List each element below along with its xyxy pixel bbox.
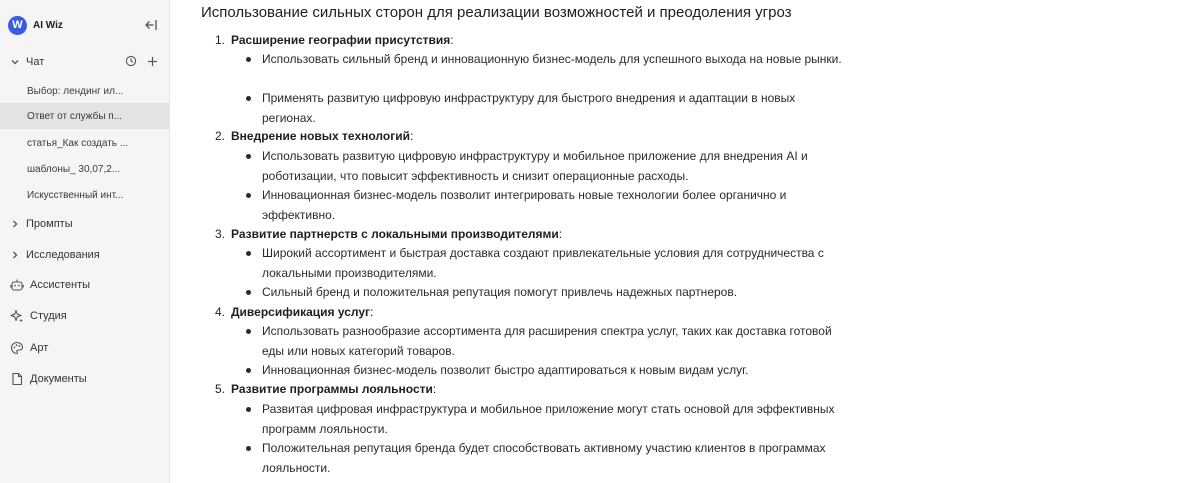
point-heading: Развитие партнерств с локальными производителями bbox=[231, 227, 559, 241]
point-colon: : bbox=[558, 227, 563, 241]
point-heading: Расширение географии присутствия bbox=[231, 33, 451, 47]
point-number: 5. bbox=[215, 382, 226, 396]
chat-list-item-active[interactable]: Ответ от службы п... bbox=[0, 103, 170, 129]
bullet-text: Использовать сильный бренд и инновационную бизнес-модель для успешного выхода на новые рынки. bbox=[262, 52, 842, 66]
point-colon: : bbox=[409, 129, 414, 143]
sidebar-section-prompts[interactable] bbox=[0, 213, 170, 235]
bullet-item bbox=[246, 361, 846, 381]
collapse-sidebar-icon[interactable] bbox=[144, 18, 158, 32]
bullet-dot bbox=[246, 407, 251, 412]
bullet-text: Инновационная бизнес-модель позволит быстро адаптироваться к новым видам услуг. bbox=[262, 363, 749, 377]
bullet-dot bbox=[246, 329, 251, 334]
bullet-item bbox=[246, 50, 846, 70]
bullet-dot bbox=[246, 251, 251, 256]
sidebar-section-label: Исследования bbox=[26, 249, 100, 261]
sidebar-item-label: Ассистенты bbox=[30, 279, 91, 291]
app-name: AI Wiz bbox=[33, 19, 63, 31]
chevron-right-icon bbox=[9, 250, 21, 260]
bullet-text: Положительная репутация бренда будет способствовать активному участию клиентов в программах лояльности. bbox=[262, 441, 826, 475]
bullet-dot bbox=[246, 368, 251, 373]
sidebar-item-studio[interactable] bbox=[0, 305, 170, 327]
bullet-item bbox=[246, 439, 846, 478]
numbered-point bbox=[215, 227, 562, 241]
numbered-point bbox=[215, 382, 436, 396]
sidebar-item-label: Арт bbox=[30, 342, 49, 354]
message-heading: Использование сильных сторон для реализации возможностей и преодоления угроз bbox=[201, 4, 792, 21]
bullet-text: Развитая цифровая инфраструктура и мобильное приложение могут стать основой для эффективных программ лояльности. bbox=[262, 402, 835, 436]
sidebar-item-art[interactable] bbox=[0, 337, 170, 359]
point-number: 3. bbox=[215, 227, 226, 241]
bullet-item bbox=[246, 283, 846, 303]
chat-message-area bbox=[171, 0, 1200, 483]
sidebar-section-research[interactable] bbox=[0, 244, 170, 266]
history-icon[interactable] bbox=[125, 55, 137, 67]
bullet-text: Использовать разнообразие ассортимента для расширения спектра услуг, таких как доставка готовой еды или новых категорий товаров. bbox=[262, 324, 832, 358]
point-number: 2. bbox=[215, 129, 226, 143]
bullet-dot bbox=[246, 446, 251, 451]
document-icon bbox=[9, 371, 25, 387]
chevron-right-icon bbox=[9, 219, 21, 229]
new-chat-plus-icon[interactable] bbox=[147, 56, 158, 67]
numbered-point bbox=[215, 305, 373, 319]
bullet-dot bbox=[246, 154, 251, 159]
brand[interactable] bbox=[8, 14, 63, 36]
robot-icon bbox=[9, 277, 25, 293]
sidebar-item-documents[interactable] bbox=[0, 368, 170, 390]
sparkle-icon bbox=[9, 308, 25, 324]
point-number: 4. bbox=[215, 305, 226, 319]
bullet-text: Инновационная бизнес-модель позволит интегрировать новые технологии более органично и эффективно. bbox=[262, 188, 787, 222]
sidebar-item-label: Студия bbox=[30, 310, 67, 322]
chat-list-item[interactable]: Искусственный инт... bbox=[27, 189, 124, 201]
bullet-item bbox=[246, 400, 846, 439]
point-heading: Развитие программы лояльности bbox=[231, 382, 433, 396]
chat-list-item[interactable]: Выбор: лендинг ил... bbox=[27, 85, 124, 97]
bullet-text: Сильный бренд и положительная репутация помогут привлечь надежных партнеров. bbox=[262, 285, 738, 299]
chat-list-item[interactable]: статья_Как создать ... bbox=[27, 137, 129, 149]
bullet-item bbox=[246, 147, 846, 186]
app-logo-icon: W bbox=[8, 16, 27, 35]
sidebar-item-assistants[interactable] bbox=[0, 274, 170, 296]
point-heading: Внедрение новых технологий bbox=[231, 129, 410, 143]
bullet-text: Применять развитую цифровую инфраструктуру для быстрого внедрения и адаптации в новых регионах. bbox=[262, 91, 796, 125]
bullet-dot bbox=[246, 290, 251, 295]
palette-icon bbox=[9, 340, 25, 356]
sidebar-section-label: Промпты bbox=[26, 218, 73, 230]
numbered-point bbox=[215, 33, 454, 47]
bullet-text: Использовать развитую цифровую инфраструктуру и мобильное приложение для внедрения AI и роботизации, что повысит эффективность и снизит операционные расходы. bbox=[262, 149, 808, 183]
bullet-item bbox=[246, 186, 846, 225]
bullet-item bbox=[246, 89, 846, 128]
bullet-item bbox=[246, 244, 846, 283]
point-colon: : bbox=[432, 382, 437, 396]
point-number: 1. bbox=[215, 33, 226, 47]
chat-list-item[interactable]: шаблоны_ 30,07,2... bbox=[27, 163, 121, 175]
bullet-item bbox=[246, 322, 846, 361]
sidebar-section-chat[interactable] bbox=[0, 51, 170, 73]
sidebar-section-label: Чат bbox=[26, 56, 45, 68]
point-colon: : bbox=[370, 305, 374, 319]
bullet-text: Широкий ассортимент и быстрая доставка создают привлекательные условия для сотрудничества с локальными производителями. bbox=[262, 246, 824, 280]
chevron-down-icon bbox=[9, 57, 21, 67]
numbered-point bbox=[215, 129, 413, 143]
bullet-dot bbox=[246, 57, 251, 62]
point-heading: Диверсификация услуг bbox=[231, 305, 371, 319]
bullet-dot bbox=[246, 193, 251, 198]
point-colon: : bbox=[450, 33, 454, 47]
sidebar bbox=[0, 0, 170, 483]
sidebar-item-label: Документы bbox=[30, 373, 87, 385]
bullet-dot bbox=[246, 96, 251, 101]
